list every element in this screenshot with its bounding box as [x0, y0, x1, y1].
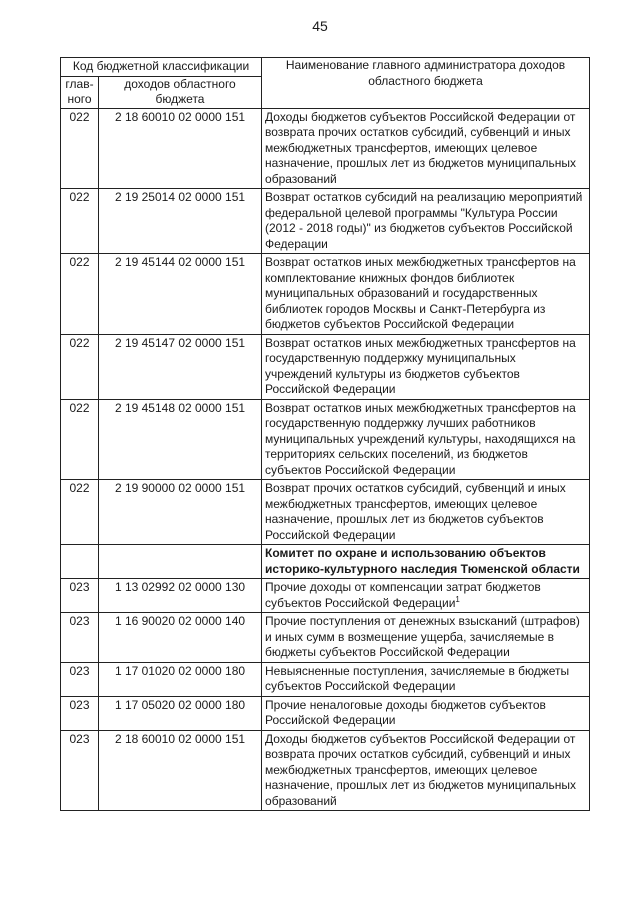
admin-name-text: Доходы бюджетов субъектов Российской Федерации от возврата прочих остатков субсидий, субвенций и иных межбюджетных трансфертов, имеющих целевое назначение, прошлых лет из бюджетов муниципальных образований [265, 731, 577, 808]
table-row [61, 334, 590, 399]
income-code: 2 18 60010 02 0000 151 [99, 730, 262, 811]
table-row [61, 730, 590, 811]
income-code: 1 17 01020 02 0000 180 [99, 662, 262, 696]
main-admin-code: 023 [61, 579, 99, 613]
main-admin-code: 023 [61, 696, 99, 730]
main-admin-code: 022 [61, 189, 99, 254]
header-classification-code: Код бюджетной классификации [61, 58, 262, 77]
table-row [61, 108, 590, 189]
admin-name-text: Прочие неналоговые доходы бюджетов субъектов Российской Федерации [265, 697, 546, 727]
page-number: 45 [312, 18, 328, 34]
main-admin-code: 022 [61, 334, 99, 399]
table-row [61, 480, 590, 545]
admin-name [262, 334, 590, 399]
admin-name-text: Возврат остатков иных межбюджетных трансфертов на государственную поддержку лучших работников муниципальных учреждений культуры, находящихся на территориях сельских поселений, из бюджетов субъектов Российской Федерации [265, 400, 576, 477]
income-code [99, 545, 262, 579]
admin-name [262, 662, 590, 696]
income-code: 1 13 02992 02 0000 130 [99, 579, 262, 613]
admin-name-text: Комитет по охране и использованию объектов историко-культурного наследия Тюменской области [265, 546, 580, 576]
admin-name [262, 613, 590, 663]
admin-name-text: Возврат остатков иных межбюджетных трансфертов на государственную поддержку муниципальных учреждений культуры из бюджетов субъектов Российской Федерации [265, 335, 576, 396]
table-body [61, 108, 590, 811]
income-code: 2 19 90000 02 0000 151 [99, 480, 262, 545]
main-admin-code: 023 [61, 730, 99, 811]
admin-name [262, 399, 590, 480]
income-code: 2 19 45147 02 0000 151 [99, 334, 262, 399]
main-admin-code: 022 [61, 108, 99, 189]
table-row [61, 662, 590, 696]
income-code: 2 18 60010 02 0000 151 [99, 108, 262, 189]
admin-name-text: Прочие доходы от компенсации затрат бюджетов субъектов Российской Федерации [265, 580, 541, 610]
admin-name-text: Прочие поступления от денежных взысканий (штрафов) и иных сумм в возмещение ущерба, зачисляемые в бюджеты субъектов Российской Федерации [265, 614, 580, 659]
admin-name-text: Возврат прочих остатков субсидий, субвенций и иных межбюджетных трансфертов, имеющих целевое назначение, прошлых лет из бюджетов субъектов Российской Федерации [265, 481, 566, 542]
table-header [61, 58, 590, 109]
admin-name-text: Невыясненные поступления, зачисляемые в бюджеты субъектов Российской Федерации [265, 663, 570, 693]
admin-name [262, 480, 590, 545]
table-row [61, 696, 590, 730]
main-admin-code: 022 [61, 399, 99, 480]
admin-name [262, 579, 590, 613]
income-code: 2 19 45144 02 0000 151 [99, 254, 262, 335]
admin-name-text: Возврат остатков субсидий на реализацию мероприятий федеральной целевой программы "Культура России (2012 - 2018 годы)" из бюджетов субъектов Российской Федерации [265, 190, 583, 251]
header-income-code: доходов областного бюджета [99, 76, 262, 108]
section-title [262, 545, 590, 579]
admin-name-text: Возврат остатков иных межбюджетных трансфертов на комплектование книжных фондов библиотек муниципальных образований и государственных библиотек городов Москвы и Санкт-Петербурга из бюджетов субъектов Российской Федерации [265, 255, 576, 331]
table-row [61, 254, 590, 335]
main-admin-code [61, 545, 99, 579]
main-admin-code: 022 [61, 480, 99, 545]
header-admin-name: Наименование главного администратора доходов областного бюджета [262, 58, 590, 109]
header-main-admin: глав- ного [61, 76, 99, 108]
admin-name [262, 108, 590, 189]
main-admin-code: 023 [61, 662, 99, 696]
table-row [61, 189, 590, 254]
budget-classification-table [60, 57, 590, 811]
footnote-marker: 1 [455, 594, 460, 604]
income-code: 1 16 90020 02 0000 140 [99, 613, 262, 663]
table-row [61, 399, 590, 480]
table-row [61, 613, 590, 663]
table-row [61, 545, 590, 579]
main-admin-code: 023 [61, 613, 99, 663]
income-code: 2 19 45148 02 0000 151 [99, 399, 262, 480]
main-admin-code: 022 [61, 254, 99, 335]
income-code: 1 17 05020 02 0000 180 [99, 696, 262, 730]
income-code: 2 19 25014 02 0000 151 [99, 189, 262, 254]
admin-name [262, 730, 590, 811]
table-row [61, 579, 590, 613]
admin-name [262, 696, 590, 730]
admin-name-text: Доходы бюджетов субъектов Российской Федерации от возврата прочих остатков субсидий, субвенций и иных межбюджетных трансфертов, имеющих целевое назначение, прошлых лет из бюджетов муниципальных образований [265, 109, 577, 186]
admin-name [262, 254, 590, 335]
admin-name [262, 189, 590, 254]
